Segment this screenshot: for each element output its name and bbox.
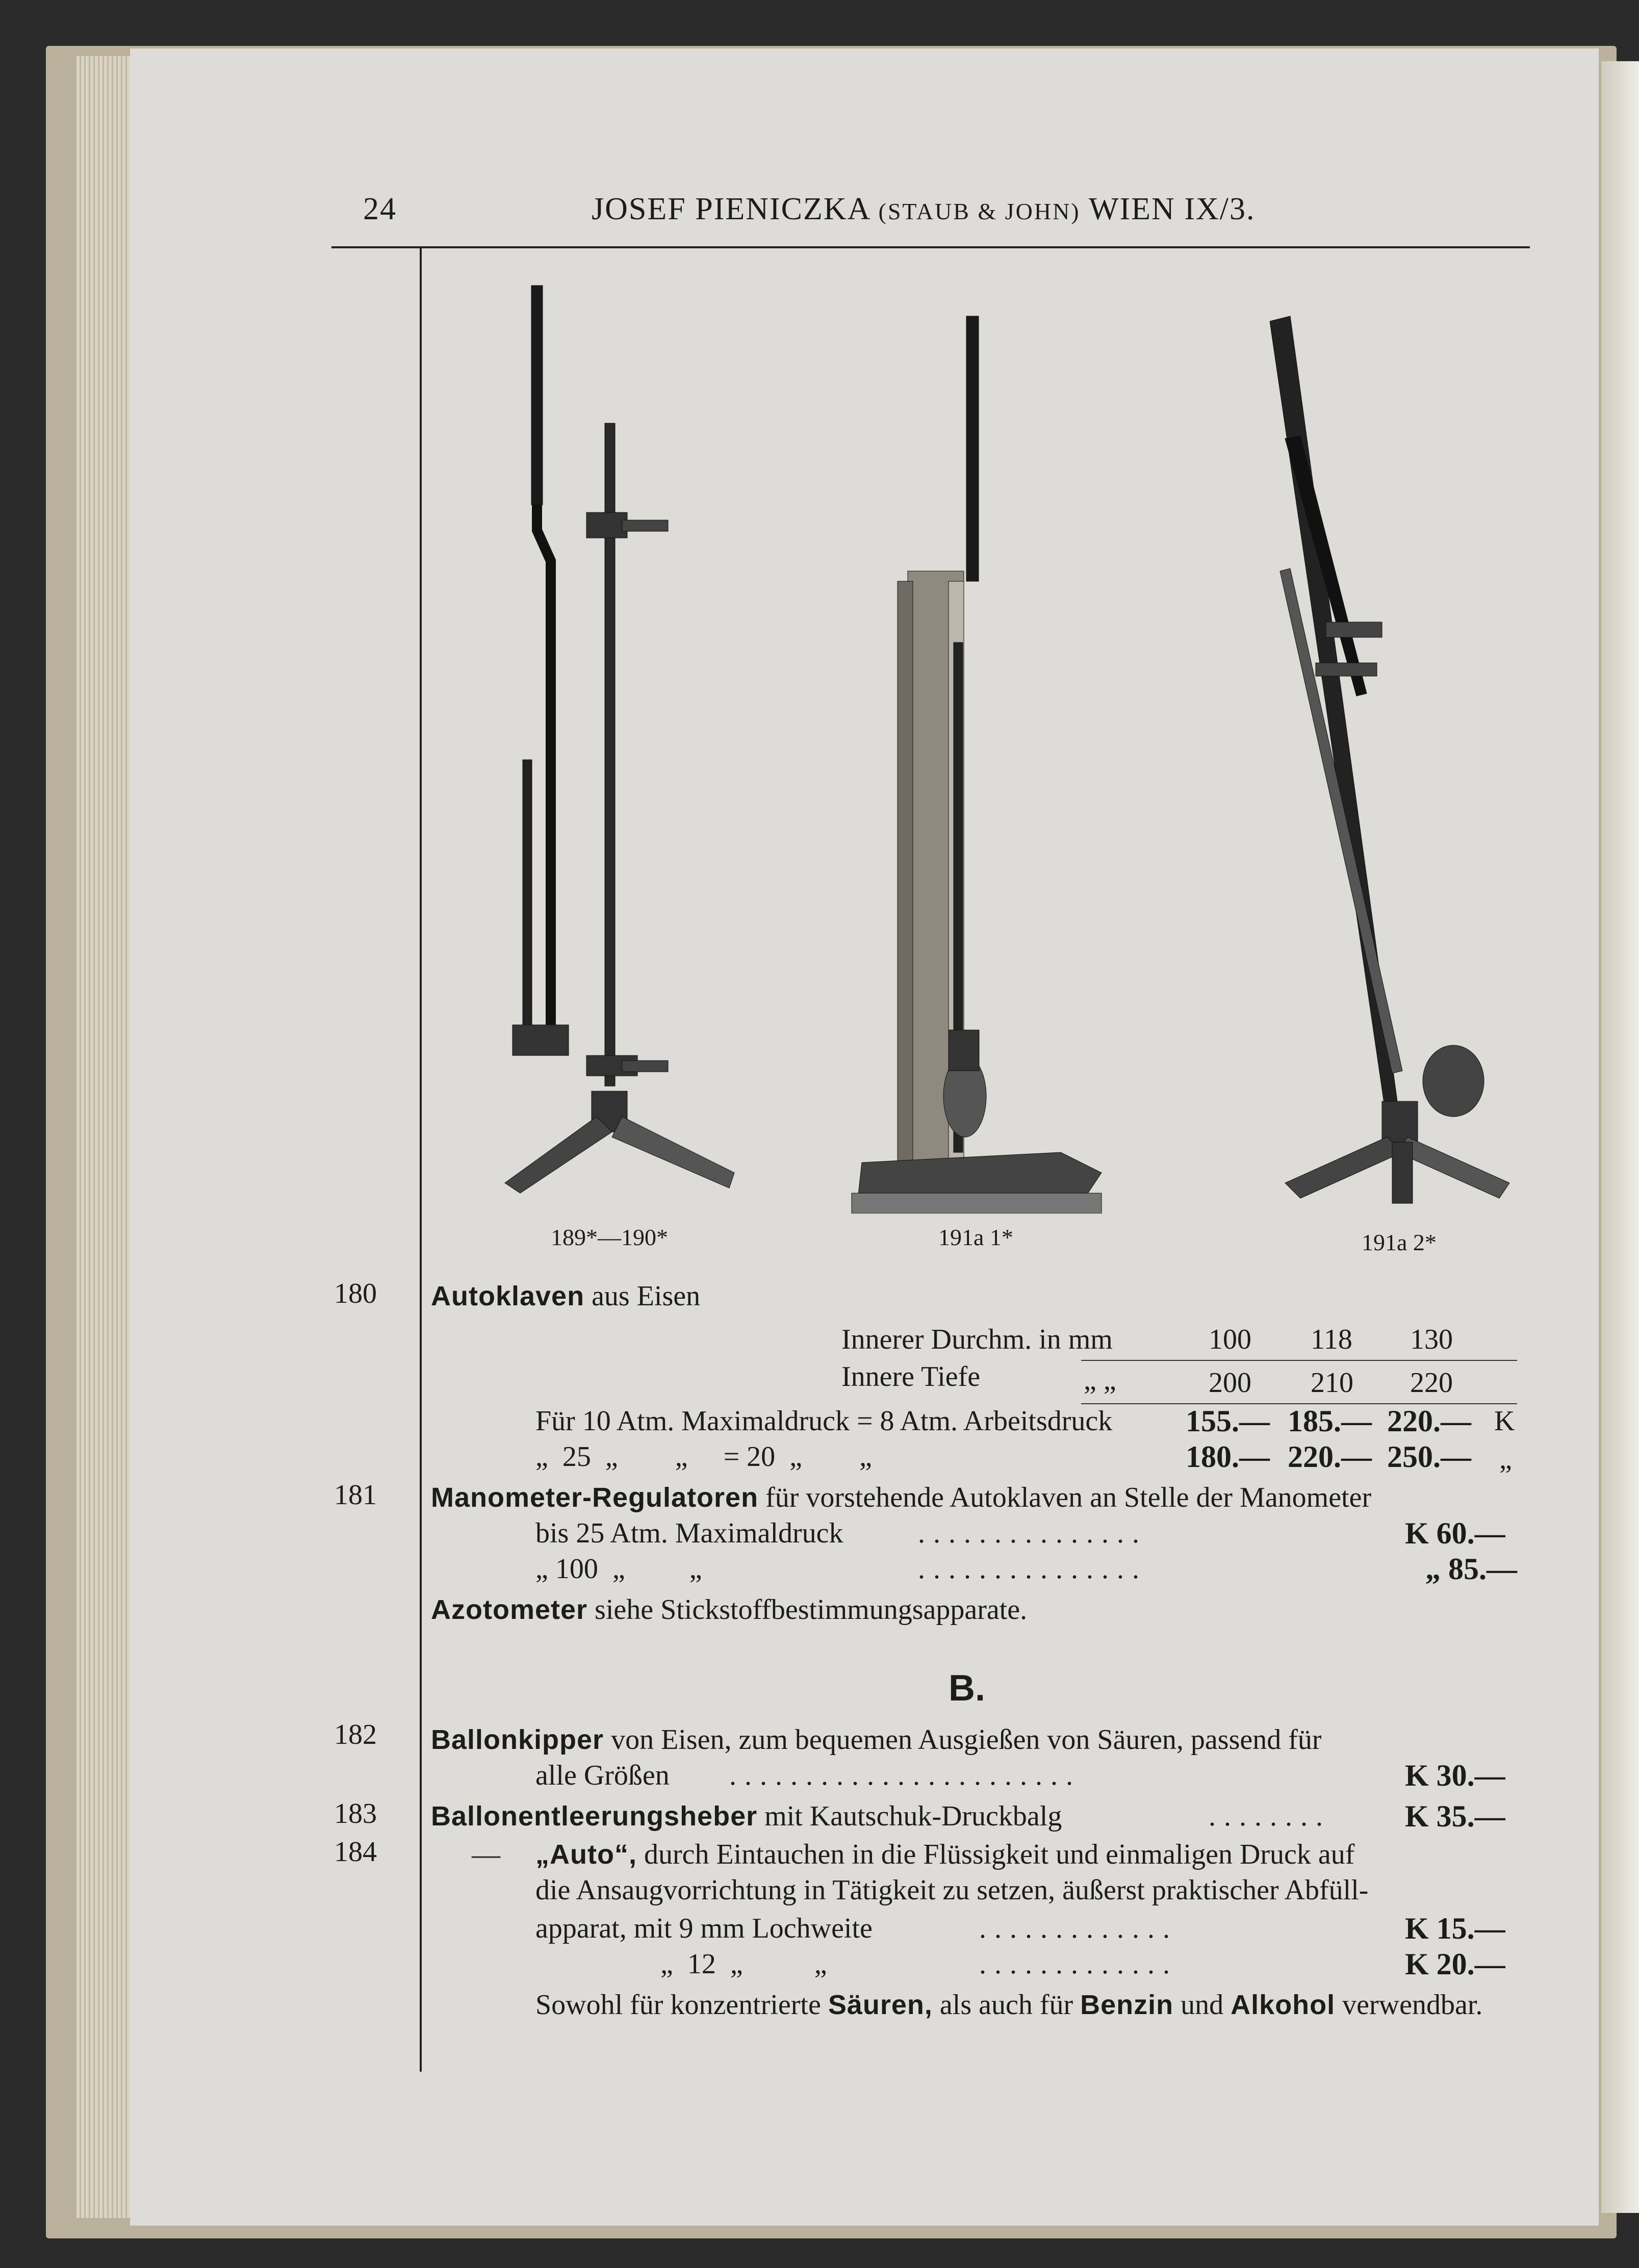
item-181-line1	[431, 1481, 1371, 1514]
item-181-line2: bis 25 Atm. Maximaldruck	[535, 1517, 843, 1549]
note-part-g: verwendbar.	[1342, 1989, 1483, 2021]
autoclave-row2-value-3: 220	[1410, 1367, 1453, 1399]
autoclave-price-row2-unit: „	[1499, 1444, 1512, 1475]
item-number-184: 184	[334, 1836, 377, 1868]
item-182-line2: alle Größen	[535, 1760, 670, 1791]
item-182-line1	[431, 1723, 1322, 1756]
item-180-title: Autoklaven	[431, 1281, 585, 1311]
item-181-rest: für vorstehende Autoklaven an Stelle der Manometer	[765, 1482, 1372, 1513]
item-number-181: 181	[334, 1479, 377, 1511]
page-header	[592, 191, 1255, 227]
item-184-line1	[535, 1838, 1354, 1871]
figure-caption-191a-2: 191a 2*	[1362, 1229, 1437, 1255]
item-183-title: Ballonentleerungsheber	[431, 1801, 758, 1832]
autoclave-row2-value-1: 200	[1209, 1367, 1251, 1399]
header-firm: JOSEF PIENICZKA	[592, 192, 870, 226]
autoclave-price-10atm-130: 220.—	[1387, 1404, 1471, 1438]
item-number-183: 183	[334, 1798, 377, 1829]
item-180-title-rest: aus Eisen	[592, 1280, 701, 1312]
item-184-dash: —	[472, 1839, 500, 1870]
right-page-edge	[1601, 61, 1639, 2213]
autoclave-price-25atm-118: 220.—	[1288, 1440, 1372, 1474]
item-183-leader-dots: ........	[1209, 1800, 1331, 1832]
azotometer-rest: siehe Stickstoffbestimmungsapparate.	[595, 1594, 1028, 1626]
item-184-line3: apparat, mit 9 mm Lochweite	[535, 1913, 873, 1944]
figure-caption-191a-1: 191a 1*	[938, 1224, 1013, 1250]
section-letter: B.	[949, 1668, 985, 1709]
margin-rule	[420, 246, 422, 2072]
autoclave-price-row2-label: „ 25 „ „ = 20 „ „	[535, 1441, 872, 1473]
item-184-leader-dots-1: .............	[979, 1913, 1178, 1944]
figure-191a-2-illustration	[1270, 306, 1515, 1214]
table-rule-1	[1081, 1360, 1517, 1361]
figure-caption-189-190: 189*—190*	[551, 1224, 668, 1250]
item-181-title: Manometer-Regulatoren	[431, 1482, 759, 1513]
item-183-price: K 35.—	[1405, 1799, 1505, 1833]
header-firm-paren: (STAUB & JOHN)	[878, 198, 1081, 224]
azotometer-title: Azotometer	[431, 1594, 588, 1625]
figure-191a-1-illustration	[847, 306, 1112, 1214]
item-184-leader-dots-2: .............	[979, 1948, 1178, 1980]
note-part-a: Sowohl für konzentrierte	[535, 1989, 821, 2021]
item-180-heading	[431, 1280, 700, 1312]
item-181-price-2: „ 85.—	[1425, 1552, 1517, 1586]
autoclave-price-row1-unit: K	[1494, 1405, 1515, 1437]
header-city: WIEN IX/3.	[1089, 192, 1256, 226]
item-184-line4: „ 12 „ „	[660, 1948, 827, 1980]
item-182-leader-dots: .......................	[729, 1760, 1081, 1791]
note-benzin: Benzin	[1080, 1990, 1174, 2020]
autoclave-price-10atm-118: 185.—	[1288, 1404, 1372, 1438]
autoclave-row2-quotes: „ „	[1084, 1364, 1116, 1396]
note-saeuren: Säuren,	[828, 1990, 933, 2020]
autoclave-price-25atm-100: 180.—	[1186, 1440, 1270, 1474]
autoclave-row2-value-2: 210	[1311, 1367, 1353, 1399]
autoclave-row1-value-2: 118	[1311, 1324, 1352, 1355]
note-part-c: als auch für	[939, 1989, 1073, 2021]
figure-189-190-illustration	[484, 275, 750, 1208]
item-184-note	[535, 1989, 1482, 2021]
item-181-price-1: K 60.—	[1405, 1516, 1505, 1550]
autoclave-row2-label: Innere Tiefe	[841, 1361, 981, 1393]
item-182-title: Ballonkipper	[431, 1724, 604, 1755]
item-181-leader-dots-1: ...............	[918, 1517, 1147, 1549]
item-184-title: „Auto“,	[535, 1839, 637, 1870]
item-181-leader-dots-2: ...............	[918, 1553, 1147, 1585]
note-part-e: und	[1181, 1989, 1224, 2021]
item-number-182: 182	[334, 1719, 377, 1750]
item-184-rest: durch Eintauchen in die Flüssigkeit und einmaligen Druck auf	[644, 1839, 1355, 1870]
autoclave-row1-value-1: 100	[1209, 1324, 1251, 1355]
item-number-180: 180	[334, 1278, 377, 1309]
autoclave-row1-label: Innerer Durchm. in mm	[841, 1324, 1113, 1355]
autoclave-price-10atm-100: 155.—	[1186, 1404, 1270, 1438]
item-183-line	[431, 1800, 1062, 1833]
azotometer-entry	[431, 1593, 1027, 1626]
item-181-line3: „ 100 „ „	[535, 1553, 702, 1585]
item-182-price: K 30.—	[1405, 1759, 1505, 1792]
autoclave-row1-value-3: 130	[1410, 1324, 1453, 1355]
autoclave-price-25atm-130: 250.—	[1387, 1440, 1471, 1474]
note-alkohol: Alkohol	[1231, 1990, 1336, 2020]
autoclave-price-row1-label: Für 10 Atm. Maximaldruck = 8 Atm. Arbeitsdruck	[535, 1405, 1113, 1437]
header-rule	[331, 246, 1530, 248]
item-182-rest: von Eisen, zum bequemen Ausgießen von Säuren, passend für	[611, 1724, 1322, 1756]
item-184-price-1: K 15.—	[1405, 1912, 1505, 1945]
item-184-line2: die Ansaugvorrichtung in Tätigkeit zu setzen, äußerst praktischer Abfüll-	[535, 1874, 1369, 1906]
page-number: 24	[363, 192, 397, 226]
item-183-rest: mit Kautschuk-Druckbalg	[764, 1800, 1062, 1832]
item-184-price-2: K 20.—	[1405, 1947, 1505, 1981]
